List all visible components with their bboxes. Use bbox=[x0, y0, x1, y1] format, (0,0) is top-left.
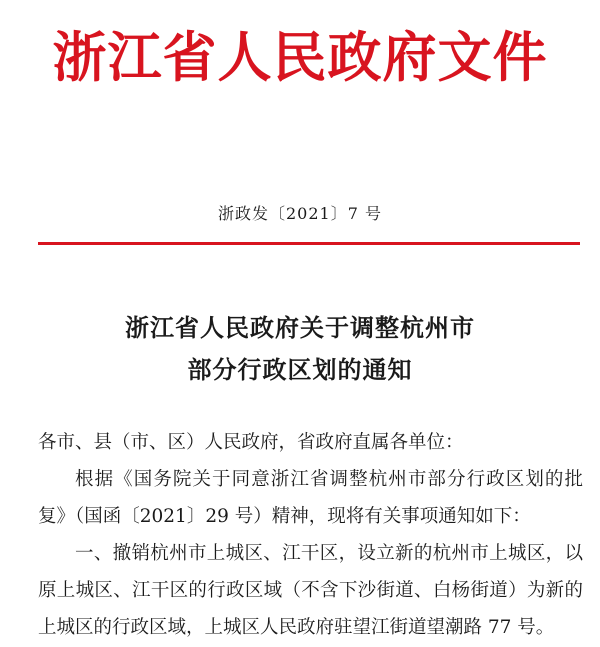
red-divider-line bbox=[38, 242, 580, 245]
document-title-line-2: 部分行政区划的通知 bbox=[187, 356, 413, 384]
document-issuer-header: 浙江省人民政府文件 bbox=[52, 26, 548, 89]
paragraph-1: 根据《国务院关于同意浙江省调整杭州市部分行政区划的批复》（国函〔2021〕29 号）精神，现将有关事项通知如下： bbox=[38, 469, 583, 527]
document-body bbox=[38, 424, 583, 646]
document-number: 浙政发〔2021〕7 号 bbox=[218, 204, 382, 223]
paragraph-2: 一、撤销杭州市上城区、江干区，设立新的杭州市上城区，以原上城区、江干区的行政区域（不含下沙街道、白杨街道）为新的上城区的行政区域，上城区人民政府驻望江街道望潮路 77 号。 bbox=[38, 543, 583, 638]
salutation: 各市、县（市、区）人民政府，省政府直属各单位： bbox=[38, 432, 464, 453]
document-title-line-1: 浙江省人民政府关于调整杭州市 bbox=[125, 314, 475, 342]
